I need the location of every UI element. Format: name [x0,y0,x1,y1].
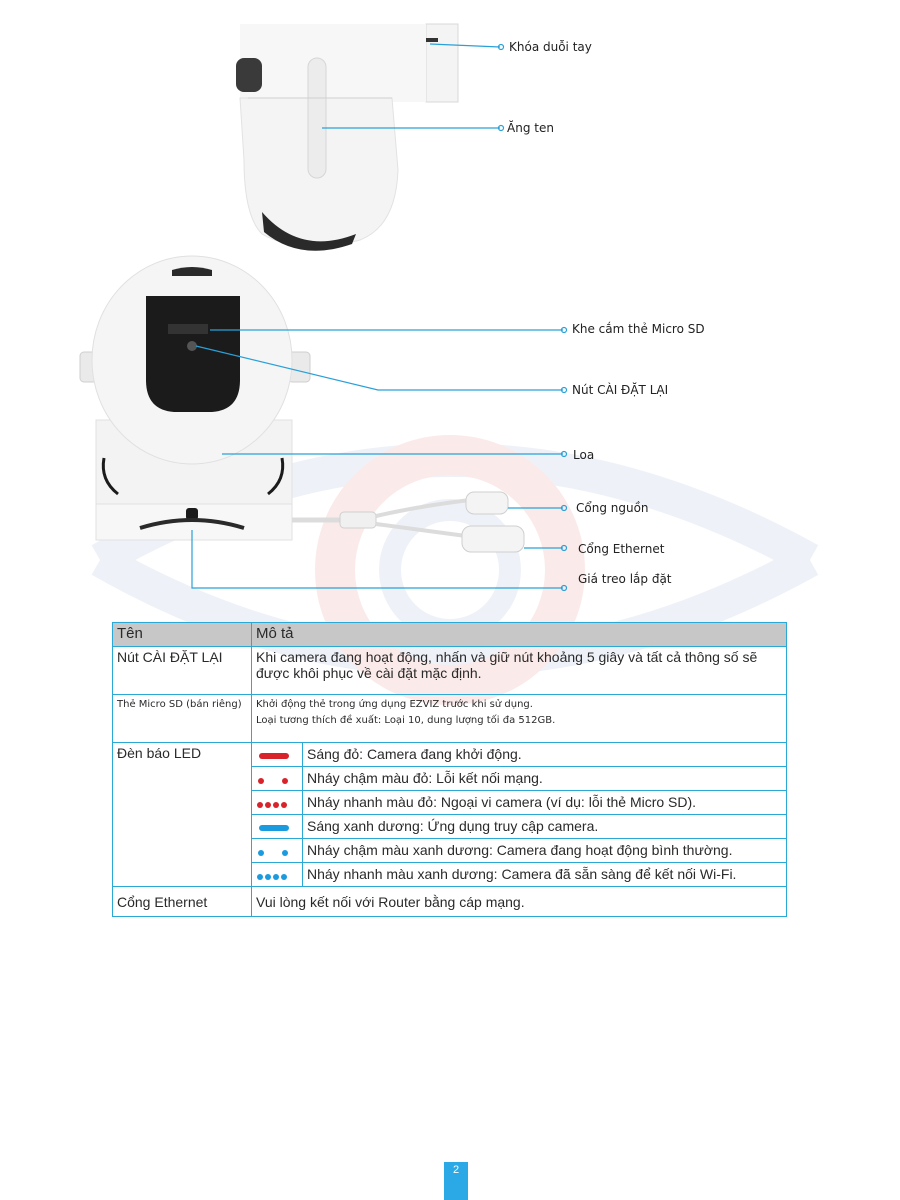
led-state-text: Nháy nhanh màu xanh dương: Camera đã sẵn sàng để kết nối Wi-Fi. [303,863,787,887]
spec-table [112,622,787,917]
led-state-text: Sáng xanh dương: Ứng dụng truy cập camera. [303,815,787,839]
row-desc-ethernet: Vui lòng kết nối với Router bằng cáp mạng. [252,887,787,917]
callout-gia-treo: Giá treo lắp đặt [578,572,672,586]
callout-cong-nguon: Cổng nguồn [576,501,649,515]
table-header-row [113,623,787,647]
led-state-text: Sáng đỏ: Camera đang khởi động. [303,743,787,767]
row-desc-sd [252,695,787,743]
led-fast-red-icon [252,791,303,815]
header-name: Tên [113,623,252,647]
row-desc-reset: Khi camera đang hoạt động, nhấn và giữ nút khoảng 5 giây và tất cả thông số sẽ được khôi phục về cài đặt mặc định. [252,647,787,695]
callout-khe-the: Khe cắm thẻ Micro SD [572,322,705,336]
led-state-text: Nháy chậm màu đỏ: Lỗi kết nối mạng. [303,767,787,791]
page-number: 2 [444,1162,468,1200]
table-row [113,743,787,767]
cable-assembly [292,492,524,552]
row-desc-sd-line1: Khởi động thẻ trong ứng dụng EZVIZ trước khi sử dụng. [256,699,533,710]
table-row [113,887,787,917]
row-name-reset: Nút CÀI ĐẶT LẠI [113,647,252,695]
callout-nut-reset: Nút CÀI ĐẶT LẠI [572,383,669,397]
header-desc: Mô tả [252,623,787,647]
row-name-sd: Thẻ Micro SD (bán riêng) [113,695,252,743]
led-slow-blue-icon [252,839,303,863]
row-name-ethernet: Cổng Ethernet [113,887,252,917]
callout-ang-ten: Ăng ten [507,121,554,135]
callout-cong-ethernet: Cổng Ethernet [578,542,665,556]
led-solid-red-icon [252,743,303,767]
callout-khoa-duoi-tay: Khóa duỗi tay [509,40,592,54]
led-slow-red-icon [252,767,303,791]
led-solid-blue-icon [252,815,303,839]
camera-top-view [236,24,458,251]
callout-loa: Loa [573,448,595,462]
row-name-led: Đèn báo LED [113,743,252,887]
led-state-text: Nháy nhanh màu đỏ: Ngoại vi camera (ví dụ: lỗi thẻ Micro SD). [303,791,787,815]
row-desc-sd-line2: Loại tương thích đề xuất: Loại 10, dung lượng tối đa 512GB. [256,715,556,726]
led-state-text: Nháy chậm màu xanh dương: Camera đang hoạt động bình thường. [303,839,787,863]
led-fast-blue-icon [252,863,303,887]
table-row [113,647,787,695]
table-row [113,695,787,743]
camera-rear-view [80,256,310,540]
